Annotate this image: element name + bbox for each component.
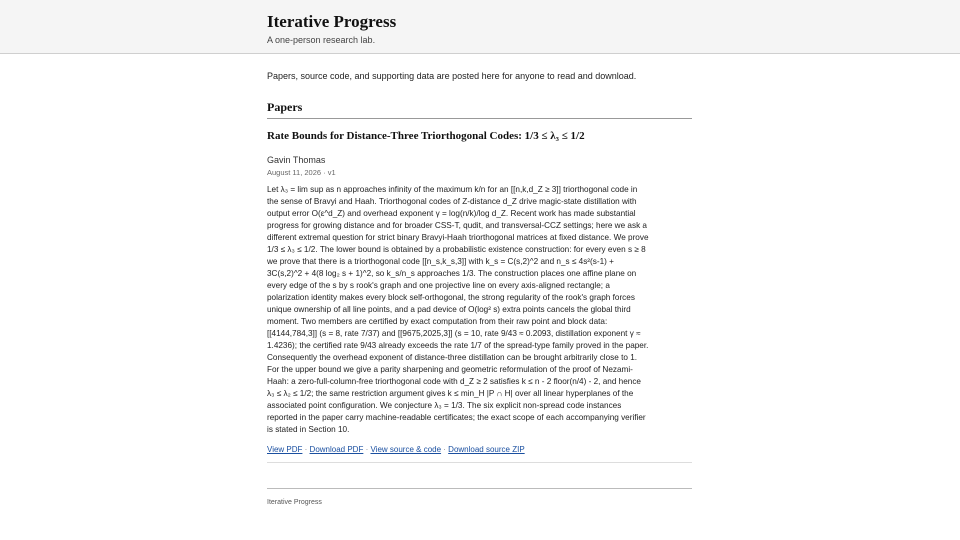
link-separator: ·	[304, 445, 310, 455]
site-title: Iterative Progress	[267, 12, 397, 31]
link-separator: ·	[365, 445, 371, 455]
paper-author: Gavin Thomas	[267, 155, 326, 165]
download-source-zip-link[interactable]: Download source ZIP	[448, 445, 525, 455]
site-tagline: A one-person research lab.	[267, 35, 376, 45]
paper-divider	[267, 462, 692, 463]
paper-title: Rate Bounds for Distance-Three Triorthogonal Codes: 1/3 ≤ λ₃ ≤ 1/2	[267, 130, 585, 142]
paper-links	[267, 444, 692, 455]
paper-abstract: Let λ₃ = lim sup as n approaches infinity of the maximum k/n for an [[n,k,d_Z ≥ 3]] triorthogonal code in the sense of Bravyi and Haah. Triorthogonal codes of Z-distance d_Z drive magic-state distillation with output error O(ε^d_Z) and overhead exponent γ = log(n/k)/log d_Z. Recent work has made substantial progress for growing distance and for broader CSS-T, qudit, and transversal-CCZ settings; here we ask a different extremal question for strict binary Bravyi-Haah triorthogonal matrices at fixed distance. We prove 1/3 ≤ λ₃ ≤ 1/2. The lower bound is obtained by a probabilistic existence construction: for every even s ≥ 8 we prove that there is a triorthogonal code [[n_s,k_s,3]] with k_s = C(s,2)^2 and n_s ≤ 4s²(s-1) + 3C(s,2)^2 + 4(8 log₂ s + 1)^2, so k_s/n_s approaches 1/3. The construction places one affine plane on every edge of the s by s rook's graph and one projective line on every axis-aligned rectangle; a polarization identity makes every block self-orthogonal, the strong regularity of the rook's graph forces unique ownership of all line points, and a pad device of O(log² s) extra points cancels the global third moment. Two members are certified by exact computation from their raw point and block data: [[4144,784,3]] (s = 8, rate 7/37) and [[9675,2025,3]] (s = 10, rate 9/43 ≈ 0.2093, distillation exponent γ ≈ 1.4236); the certified rate 9/43 already exceeds the rate 1/7 of the spread-type family proved in the paper. Consequently the overhead exponent of distance-three distillation can be brought arbitrarily close to 1. For the upper bound we give a parity sharpening and geometric reformulation of the proof of Nezami-Haah: a zero-full-column-free triorthogonal code with d_Z ≥ 2 satisfies k ≤ n - 2 floor(n/4) - 2, and hence λ₃ ≤ λ₂ ≤ 1/2; the same restriction argument gives k ≤ min_H |P ∩ H| over all linear hyperplanes of the associated point configuration. We conjecture λ₃ = 1/3. The six explicit non-spread code instances reported in the paper carry machine-readable certificates; the exact scope of each accompanying verifier is stated in Section 10.	[267, 185, 649, 434]
paper-date-version: August 11, 2026 · v1	[267, 168, 336, 177]
download-pdf-link[interactable]: Download PDF	[309, 445, 364, 455]
site-header	[0, 0, 960, 54]
paper-entry	[267, 130, 692, 463]
main-content	[267, 70, 692, 508]
view-source-link[interactable]: View source & code	[370, 445, 442, 455]
intro-text: Papers, source code, and supporting data are posted here for anyone to read and download.	[267, 71, 637, 81]
footer-text: Iterative Progress	[267, 499, 322, 507]
link-separator: ·	[443, 445, 449, 455]
site-footer	[267, 488, 692, 508]
papers-heading: Papers	[267, 100, 692, 119]
view-pdf-link[interactable]: View PDF	[267, 445, 303, 455]
footer-divider	[267, 488, 692, 489]
